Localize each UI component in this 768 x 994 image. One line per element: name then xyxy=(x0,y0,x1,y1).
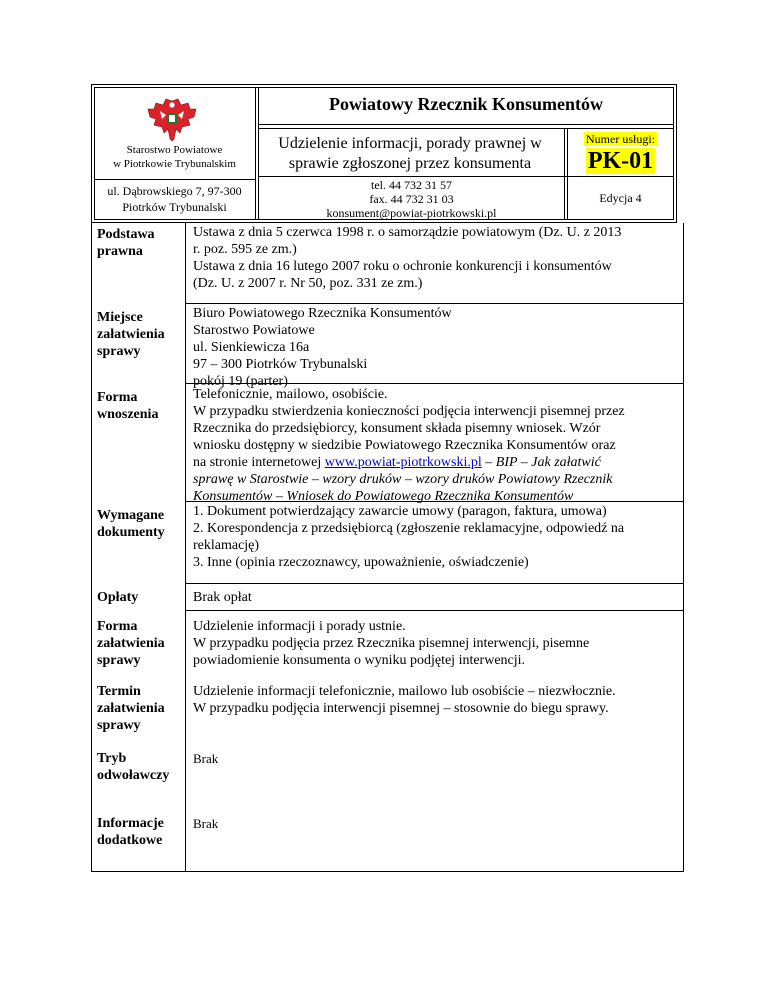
link-suffix: – BIP – Jak załatwić xyxy=(481,455,601,470)
miejsce-line: ul. Sienkiewicza 16a xyxy=(193,340,310,355)
table-col-border xyxy=(185,223,186,872)
link-prefix: na stronie internetowej xyxy=(193,455,325,470)
label-forma-wnoszenia-2: wnoszenia xyxy=(97,407,159,422)
label-wymagane-1: Wymagane xyxy=(97,508,165,523)
value-tryb: Brak xyxy=(193,751,219,766)
forma-wnoszenia-line: W przypadku stwierdzenia konieczności podjęcia interwencji pisemnej przez xyxy=(193,404,625,419)
forma-wnoszenia-italic-line: Konsumentów – Wniosek do Powiatowego Rzecznika Konsumentów xyxy=(193,489,574,504)
header-vsep-right xyxy=(564,128,565,220)
website-link[interactable]: www.powiat-piotrkowski.pl xyxy=(324,455,482,470)
value-forma-wnoszenia xyxy=(193,386,683,505)
table-right-border xyxy=(683,223,684,872)
label-wymagane xyxy=(97,507,165,541)
label-termin xyxy=(97,683,165,734)
contact-email: konsument@powiat-piotrkowski.pl xyxy=(326,206,497,220)
label-podstawa-1: Podstawa xyxy=(97,227,155,242)
row-sep-1 xyxy=(185,303,684,304)
forma-zalatwienia-line: Udzielenie informacji i porady ustnie. xyxy=(193,619,406,634)
label-podstawa-2: prawna xyxy=(97,244,143,259)
wymagane-line: 3. Inne (opinia rzeczoznawcy, upoważnienie, oświadczenie) xyxy=(193,555,529,570)
wymagane-line: reklamację) xyxy=(193,538,260,553)
label-informacje-2: dodatkowe xyxy=(97,833,163,848)
podstawa-line: Ustawa z dnia 5 czerwca 1998 r. o samorządzie powiatowym (Dz. U. z 2013 xyxy=(193,225,622,240)
table-left-border xyxy=(91,223,92,872)
county-coat-of-arms-icon xyxy=(146,97,198,143)
forma-wnoszenia-link-line xyxy=(193,454,683,471)
label-tryb-2: odwoławczy xyxy=(97,768,170,783)
address-cell xyxy=(91,183,258,215)
wymagane-line: 1. Dokument potwierdzający zawarcie umowy (paragon, faktura, umowa) xyxy=(193,504,607,519)
value-miejsce xyxy=(193,305,683,390)
office-line1: Starostwo Powiatowe xyxy=(126,144,223,156)
value-podstawa xyxy=(193,224,683,292)
miejsce-line: 97 – 300 Piotrków Trybunalski xyxy=(193,357,368,372)
label-tryb-1: Tryb xyxy=(97,751,127,766)
service-line1: Udzielenie informacji, porady prawnej w xyxy=(278,135,542,152)
info-table xyxy=(91,223,685,872)
table-bottom-border xyxy=(91,871,684,872)
termin-line: W przypadku podjęcia interwencji pisemnej – stosownie do biegu sprawy. xyxy=(193,701,609,716)
page-title: Powiatowy Rzecznik Konsumentów xyxy=(329,94,603,114)
emblem-cell xyxy=(94,87,255,179)
label-forma-zalatwienia-2: załatwienia xyxy=(97,636,165,651)
podstawa-line: Ustawa z dnia 16 lutego 2007 roku o ochronie konkurencji i konsumentów xyxy=(193,259,612,274)
row-sep-5 xyxy=(185,610,684,611)
forma-wnoszenia-italic-line: sprawę w Starostwie – wzory druków – wzory druków Powiatowy Rzecznik xyxy=(193,472,613,487)
row-sep-4 xyxy=(185,583,684,584)
service-line2: sprawie zgłoszonej przez konsumenta xyxy=(288,155,532,172)
label-oplaty: Opłaty xyxy=(97,590,139,605)
label-forma-wnoszenia xyxy=(97,389,158,423)
header-hsep-title xyxy=(258,128,674,129)
label-podstawa xyxy=(97,226,155,260)
value-wymagane xyxy=(193,503,683,571)
label-miejsce xyxy=(97,309,165,360)
forma-wnoszenia-line: Telefonicznie, mailowo, osobiście. xyxy=(193,387,388,402)
label-miejsce-2: załatwienia xyxy=(97,327,165,342)
forma-wnoszenia-line: Rzecznika do przedsiębiorcy, konsument składa pisemny wniosek. Wzór xyxy=(193,421,601,436)
office-line2: w Piotrkowie Trybunalskim xyxy=(113,158,236,170)
label-tryb xyxy=(97,750,169,784)
label-forma-wnoszenia-1: Forma xyxy=(97,390,138,405)
contact-info xyxy=(259,178,564,220)
address-line2: Piotrków Trybunalski xyxy=(122,200,227,214)
forma-zalatwienia-line: powiadomienie konsumenta o wyniku podjętej interwencji. xyxy=(193,653,526,668)
edition: Edycja 4 xyxy=(599,191,642,205)
label-forma-zalatwienia-3: sprawy xyxy=(97,653,141,668)
label-informacje-1: Informacje xyxy=(97,816,164,831)
service-number-cell xyxy=(567,130,674,174)
termin-line: Udzielenie informacji telefonicznie, mailowo lub osobiście – niezwłocznie. xyxy=(193,684,616,699)
label-termin-1: Termin xyxy=(97,684,141,699)
office-name xyxy=(94,143,255,171)
label-miejsce-3: sprawy xyxy=(97,344,141,359)
label-informacje xyxy=(97,815,164,849)
value-informacje: Brak xyxy=(193,816,219,831)
miejsce-line: Biuro Powiatowego Rzecznika Konsumentów xyxy=(193,306,452,321)
label-termin-3: sprawy xyxy=(97,718,141,733)
podstawa-line: r. poz. 595 ze zm.) xyxy=(193,242,297,257)
contact-tel: tel. 44 732 31 57 xyxy=(371,178,452,192)
forma-zalatwienia-line: W przypadku podjęcia przez Rzecznika pisemnej interwencji, pisemne xyxy=(193,636,590,651)
label-wymagane-2: dokumenty xyxy=(97,525,165,540)
header-hsep-left xyxy=(94,179,255,180)
label-forma-zalatwienia-1: Forma xyxy=(97,619,138,634)
miejsce-line: pokój 19 (parter) xyxy=(193,374,288,389)
contact-fax: fax. 44 732 31 03 xyxy=(369,192,454,206)
service-number-label: Numer usługi: xyxy=(586,132,655,146)
address-line1: ul. Dąbrowskiego 7, 97-300 xyxy=(107,184,242,198)
label-termin-2: załatwienia xyxy=(97,701,165,716)
value-termin xyxy=(193,683,683,717)
label-miejsce-1: Miejsce xyxy=(97,310,143,325)
header-hsep-contact xyxy=(258,176,674,177)
label-forma-zalatwienia xyxy=(97,618,165,669)
forma-wnoszenia-line: wniosku dostępny w siedzibie Powiatowego Rzecznika Konsumentów oraz xyxy=(193,438,616,453)
miejsce-line: Starostwo Powiatowe xyxy=(193,323,315,338)
value-oplaty: Brak opłat xyxy=(193,590,252,605)
service-number: PK-01 xyxy=(587,148,654,174)
value-forma-zalatwienia xyxy=(193,618,683,669)
header-block xyxy=(91,84,677,223)
service-description xyxy=(259,134,561,174)
wymagane-line: 2. Korespondencja z przedsiębiorcą (zgłoszenie reklamacyjne, odpowiedź na xyxy=(193,521,625,536)
podstawa-line: (Dz. U. z 2007 r. Nr 50, poz. 331 ze zm.) xyxy=(193,276,423,291)
